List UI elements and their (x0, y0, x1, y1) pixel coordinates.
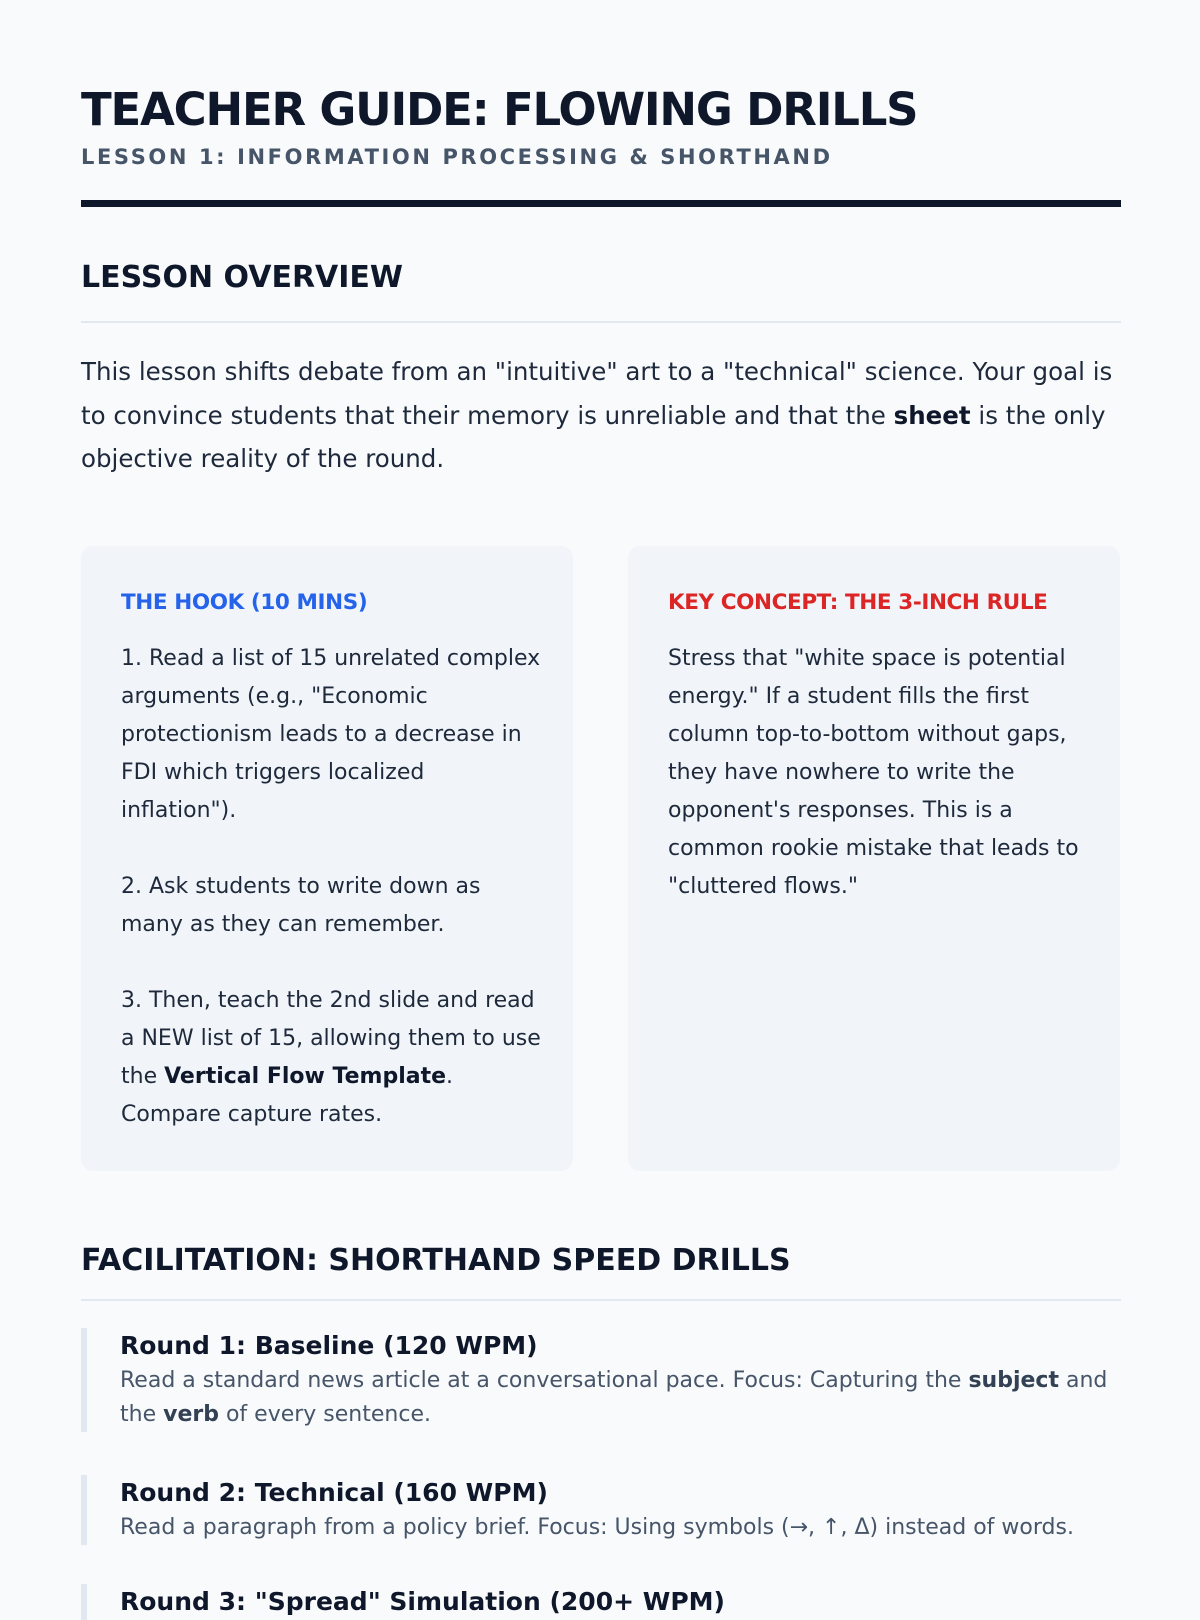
round-2-desc: Read a paragraph from a policy brief. Focus: Using symbols (→, ↑, Δ) instead of words. (120, 1515, 1074, 1540)
page-title: TEACHER GUIDE: FLOWING DRILLS (81, 83, 918, 136)
overview-heading: LESSON OVERVIEW (81, 260, 404, 295)
overview-text-start: This lesson shifts debate from an "intuitive" art to a "technical" science. Your goal is to convince students that their memory is unreliable and that the (81, 357, 1113, 430)
hook-step-3-text: 3. Then, teach the 2nd slide and read a NEW list of 15, allowing them to use the (121, 988, 541, 1089)
facilitation-divider (81, 1299, 1121, 1301)
round-1-desc (120, 1364, 1121, 1432)
hook-card (81, 546, 573, 1171)
round-1-desc-a: Read a standard news article at a conversational pace. Focus: Capturing the (120, 1368, 969, 1393)
title-divider (81, 200, 1121, 207)
hook-step-2: 2. Ask students to write down as many as they can remember. (121, 874, 481, 937)
hook-step-3 (121, 982, 546, 1134)
overview-divider (81, 321, 1121, 323)
round-1-desc-b: and the (120, 1368, 1108, 1427)
hook-step-3-end: . (446, 1064, 454, 1089)
concept-card-title: KEY CONCEPT: THE 3-INCH RULE (668, 590, 1048, 615)
hook-card-title: THE HOOK (10 MINS) (121, 590, 368, 615)
hook-card-body (121, 640, 546, 1134)
drill-round-3 (81, 1584, 1121, 1620)
hook-step-1: 1. Read a list of 15 unrelated complex arguments (e.g., "Economic protectionism leads to a decrease in FDI which triggers localized inflation"). (121, 646, 541, 823)
overview-text-bold: sheet (893, 400, 971, 430)
round-1-bold-a: subject (968, 1368, 1059, 1393)
hook-step-3-line-2: Compare capture rates. (121, 1102, 383, 1127)
hook-step-3-bold: Vertical Flow Template (164, 1064, 447, 1089)
concept-text: Stress that "white space is potential energy." If a student fills the first column top-to-bottom without gaps, they have nowhere to write the opponent's responses. This is a common rookie mistake that leads to "cluttered flows." (668, 646, 1079, 899)
round-1-title: Round 1: Baseline (120 WPM) (120, 1331, 538, 1360)
concept-card (628, 546, 1120, 1171)
overview-paragraph (81, 350, 1121, 481)
round-2-title: Round 2: Technical (160 WPM) (120, 1478, 548, 1507)
concept-card-body (668, 640, 1093, 906)
overview-text-end: is the only objective reality of the round. (81, 400, 1106, 473)
round-1-bold-b: verb (163, 1402, 219, 1427)
round-1-desc-c: of every sentence. (218, 1402, 431, 1427)
facilitation-heading: FACILITATION: SHORTHAND SPEED DRILLS (81, 1243, 791, 1278)
drill-round-2 (81, 1475, 1121, 1545)
drill-round-1 (81, 1328, 1121, 1432)
page-subtitle: LESSON 1: INFORMATION PROCESSING & SHORTHAND (81, 145, 833, 169)
round-3-title: Round 3: "Spread" Simulation (200+ WPM) (120, 1587, 725, 1616)
